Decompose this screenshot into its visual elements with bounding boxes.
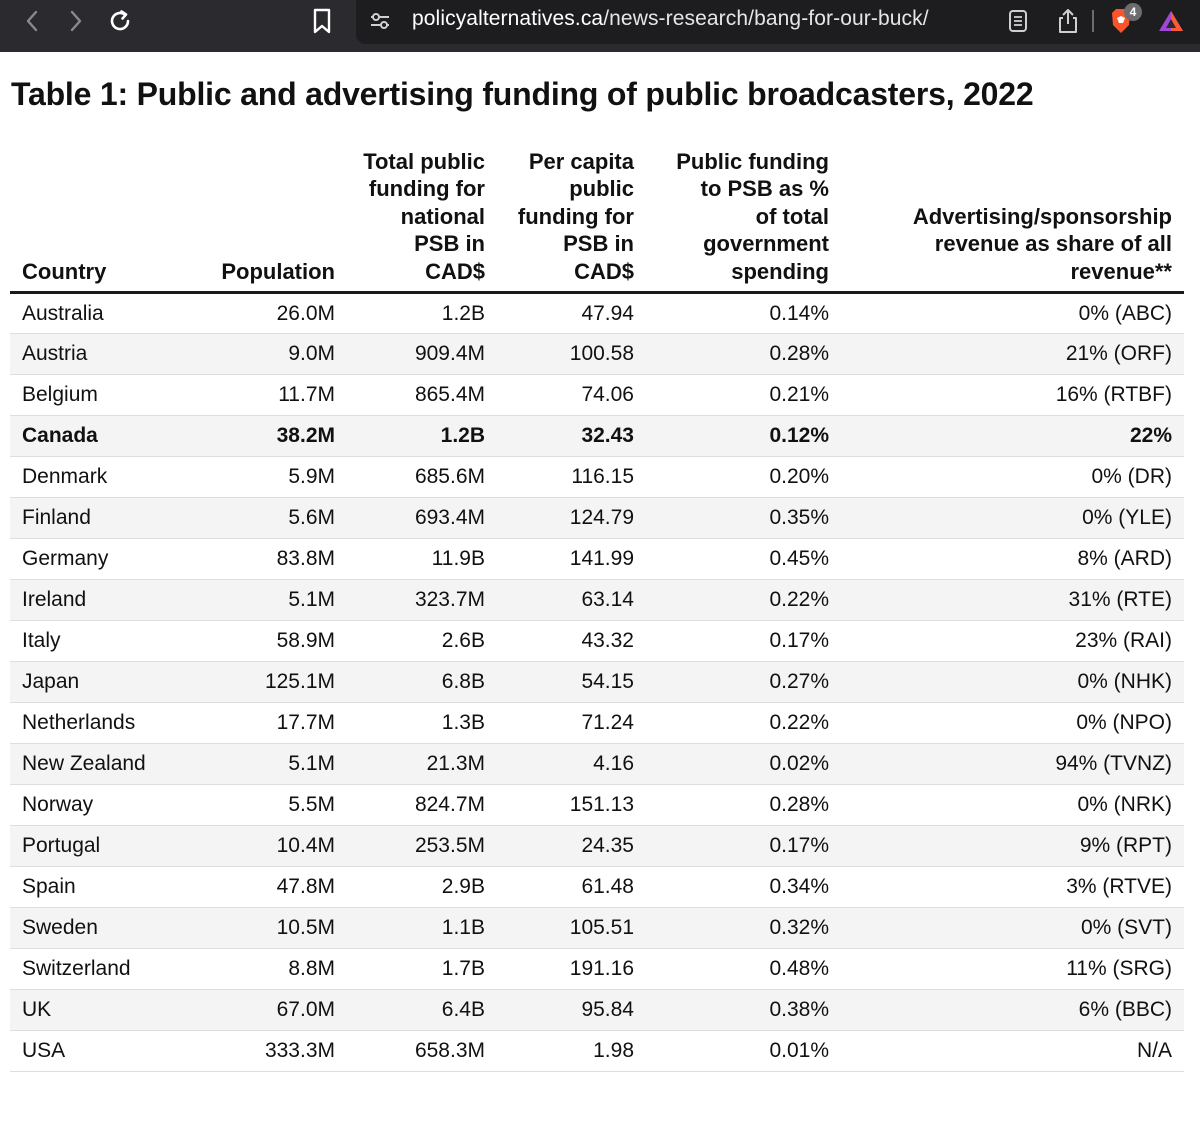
cell-total-funding: 1.7B xyxy=(347,949,497,990)
table-row xyxy=(10,744,1184,785)
table-row xyxy=(10,416,1184,457)
cell-per-capita: 95.84 xyxy=(497,990,646,1031)
table-row xyxy=(10,1031,1184,1072)
page-title: Table 1: Public and advertising funding of public broadcasters, 2022 xyxy=(11,76,1034,112)
cell-per-capita: 61.48 xyxy=(497,867,646,908)
cell-country: Belgium xyxy=(10,375,190,416)
cell-advertising: 11% (SRG) xyxy=(841,949,1184,990)
reload-icon xyxy=(106,7,134,35)
table-row xyxy=(10,785,1184,826)
cell-pct-spending: 0.20% xyxy=(646,457,841,498)
table-row xyxy=(10,580,1184,621)
cell-advertising: 22% xyxy=(841,416,1184,457)
cell-advertising: 0% (NHK) xyxy=(841,662,1184,703)
cell-population: 17.7M xyxy=(190,703,347,744)
site-info-button[interactable] xyxy=(366,6,394,36)
chevron-right-icon xyxy=(68,9,84,33)
cell-country: New Zealand xyxy=(10,744,190,785)
cell-population: 47.8M xyxy=(190,867,347,908)
reload-button[interactable] xyxy=(104,6,136,36)
cell-advertising: 0% (ABC) xyxy=(841,293,1184,334)
table-row xyxy=(10,621,1184,662)
cell-pct-spending: 0.27% xyxy=(646,662,841,703)
cell-advertising: 3% (RTVE) xyxy=(841,867,1184,908)
cell-population: 9.0M xyxy=(190,334,347,375)
cell-pct-spending: 0.14% xyxy=(646,293,841,334)
cell-total-funding: 11.9B xyxy=(347,539,497,580)
cell-total-funding: 865.4M xyxy=(347,375,497,416)
cell-per-capita: 32.43 xyxy=(497,416,646,457)
cell-advertising: 0% (NPO) xyxy=(841,703,1184,744)
cell-per-capita: 116.15 xyxy=(497,457,646,498)
cell-population: 125.1M xyxy=(190,662,347,703)
cell-country: USA xyxy=(10,1031,190,1072)
cell-total-funding: 2.6B xyxy=(347,621,497,662)
header-total-funding: Total public funding for national PSB in CAD$ xyxy=(363,149,485,284)
cell-pct-spending: 0.12% xyxy=(646,416,841,457)
cell-total-funding: 323.7M xyxy=(347,580,497,621)
cell-advertising: 6% (BBC) xyxy=(841,990,1184,1031)
cell-population: 10.4M xyxy=(190,826,347,867)
cell-pct-spending: 0.48% xyxy=(646,949,841,990)
cell-country: Austria xyxy=(10,334,190,375)
cell-population: 67.0M xyxy=(190,990,347,1031)
header-population: Population xyxy=(221,258,335,284)
cell-population: 38.2M xyxy=(190,416,347,457)
table-row xyxy=(10,703,1184,744)
table-row xyxy=(10,826,1184,867)
reader-icon xyxy=(1007,8,1029,34)
cell-advertising: 31% (RTE) xyxy=(841,580,1184,621)
header-per-capita: Per capita public funding for PSB in CAD$ xyxy=(517,149,634,284)
table-row xyxy=(10,375,1184,416)
cell-population: 5.6M xyxy=(190,498,347,539)
cell-population: 58.9M xyxy=(190,621,347,662)
share-button[interactable] xyxy=(1054,6,1082,36)
cell-total-funding: 2.9B xyxy=(347,867,497,908)
cell-total-funding: 693.4M xyxy=(347,498,497,539)
cell-per-capita: 47.94 xyxy=(497,293,646,334)
cell-per-capita: 54.15 xyxy=(497,662,646,703)
table-row xyxy=(10,908,1184,949)
cell-country: Portugal xyxy=(10,826,190,867)
cell-per-capita: 191.16 xyxy=(497,949,646,990)
cell-population: 5.1M xyxy=(190,744,347,785)
cell-population: 5.9M xyxy=(190,457,347,498)
cell-per-capita: 24.35 xyxy=(497,826,646,867)
url-path: /news-research/bang-for-our-buck/ xyxy=(603,7,929,30)
cell-per-capita: 151.13 xyxy=(497,785,646,826)
cell-advertising: 23% (RAI) xyxy=(841,621,1184,662)
bookmark-icon xyxy=(311,7,333,35)
cell-country: Netherlands xyxy=(10,703,190,744)
cell-country: Sweden xyxy=(10,908,190,949)
cell-advertising: 9% (RPT) xyxy=(841,826,1184,867)
table-row xyxy=(10,539,1184,580)
table-row xyxy=(10,334,1184,375)
cell-per-capita: 141.99 xyxy=(497,539,646,580)
cell-pct-spending: 0.22% xyxy=(646,580,841,621)
cell-total-funding: 6.4B xyxy=(347,990,497,1031)
cell-total-funding: 1.3B xyxy=(347,703,497,744)
header-row xyxy=(10,148,1184,293)
header-country: Country xyxy=(22,258,107,284)
cell-population: 10.5M xyxy=(190,908,347,949)
shields-count-badge: 4 xyxy=(1124,3,1142,21)
reader-mode-button[interactable] xyxy=(1004,6,1032,36)
cell-total-funding: 1.2B xyxy=(347,416,497,457)
cell-country: Denmark xyxy=(10,457,190,498)
cell-country: Ireland xyxy=(10,580,190,621)
cell-pct-spending: 0.28% xyxy=(646,785,841,826)
cell-per-capita: 71.24 xyxy=(497,703,646,744)
cell-advertising: 8% (ARD) xyxy=(841,539,1184,580)
table-row xyxy=(10,949,1184,990)
cell-advertising: 94% (TVNZ) xyxy=(841,744,1184,785)
cell-pct-spending: 0.28% xyxy=(646,334,841,375)
cell-pct-spending: 0.01% xyxy=(646,1031,841,1072)
cell-pct-spending: 0.17% xyxy=(646,621,841,662)
cell-country: Italy xyxy=(10,621,190,662)
cell-population: 83.8M xyxy=(190,539,347,580)
browser-toolbar xyxy=(0,0,1200,52)
cell-population: 11.7M xyxy=(190,375,347,416)
cell-country: Finland xyxy=(10,498,190,539)
cell-total-funding: 824.7M xyxy=(347,785,497,826)
cell-advertising: N/A xyxy=(841,1031,1184,1072)
cell-total-funding: 658.3M xyxy=(347,1031,497,1072)
rewards-button[interactable] xyxy=(1156,6,1186,36)
cell-population: 8.8M xyxy=(190,949,347,990)
cell-pct-spending: 0.17% xyxy=(646,826,841,867)
bookmark-button[interactable] xyxy=(308,6,336,36)
share-icon xyxy=(1056,7,1080,35)
cell-advertising: 16% (RTBF) xyxy=(841,375,1184,416)
cell-pct-spending: 0.21% xyxy=(646,375,841,416)
cell-pct-spending: 0.45% xyxy=(646,539,841,580)
cell-country: Japan xyxy=(10,662,190,703)
cell-country: UK xyxy=(10,990,190,1031)
cell-population: 5.1M xyxy=(190,580,347,621)
cell-country: Germany xyxy=(10,539,190,580)
cell-total-funding: 21.3M xyxy=(347,744,497,785)
cell-per-capita: 4.16 xyxy=(497,744,646,785)
cell-total-funding: 6.8B xyxy=(347,662,497,703)
table-row xyxy=(10,498,1184,539)
cell-country: Canada xyxy=(10,416,190,457)
cell-population: 333.3M xyxy=(190,1031,347,1072)
cell-total-funding: 1.2B xyxy=(347,293,497,334)
cell-advertising: 0% (NRK) xyxy=(841,785,1184,826)
cell-per-capita: 105.51 xyxy=(497,908,646,949)
cell-per-capita: 100.58 xyxy=(497,334,646,375)
cell-country: Switzerland xyxy=(10,949,190,990)
cell-advertising: 0% (DR) xyxy=(841,457,1184,498)
cell-pct-spending: 0.38% xyxy=(646,990,841,1031)
cell-population: 5.5M xyxy=(190,785,347,826)
cell-per-capita: 74.06 xyxy=(497,375,646,416)
cell-total-funding: 685.6M xyxy=(347,457,497,498)
table-row xyxy=(10,457,1184,498)
cell-advertising: 21% (ORF) xyxy=(841,334,1184,375)
cell-total-funding: 1.1B xyxy=(347,908,497,949)
chevron-left-icon xyxy=(24,9,40,33)
cell-country: Australia xyxy=(10,293,190,334)
table-row xyxy=(10,990,1184,1031)
rewards-triangle-icon xyxy=(1157,8,1185,34)
cell-country: Spain xyxy=(10,867,190,908)
back-button[interactable] xyxy=(18,6,46,36)
cell-total-funding: 909.4M xyxy=(347,334,497,375)
table-body xyxy=(10,293,1184,1072)
cell-pct-spending: 0.32% xyxy=(646,908,841,949)
cell-country: Norway xyxy=(10,785,190,826)
cell-per-capita: 63.14 xyxy=(497,580,646,621)
cell-advertising: 0% (YLE) xyxy=(841,498,1184,539)
cell-per-capita: 43.32 xyxy=(497,621,646,662)
cell-per-capita: 124.79 xyxy=(497,498,646,539)
cell-population: 26.0M xyxy=(190,293,347,334)
url-text[interactable] xyxy=(412,7,929,31)
cell-pct-spending: 0.35% xyxy=(646,498,841,539)
header-pct-spending: Public funding to PSB as % of total government spending xyxy=(676,149,829,284)
tune-icon xyxy=(368,9,392,33)
cell-total-funding: 253.5M xyxy=(347,826,497,867)
forward-button[interactable] xyxy=(62,6,90,36)
cell-pct-spending: 0.02% xyxy=(646,744,841,785)
funding-table xyxy=(10,148,1184,1072)
table-row xyxy=(10,662,1184,703)
cell-advertising: 0% (SVT) xyxy=(841,908,1184,949)
cell-per-capita: 1.98 xyxy=(497,1031,646,1072)
table-row xyxy=(10,867,1184,908)
header-advertising: Advertising/sponsorship revenue as share of all revenue** xyxy=(912,203,1172,284)
toolbar-divider xyxy=(1090,6,1096,36)
url-host: policyalternatives.ca xyxy=(412,7,604,30)
cell-pct-spending: 0.22% xyxy=(646,703,841,744)
table-row xyxy=(10,293,1184,334)
cell-pct-spending: 0.34% xyxy=(646,867,841,908)
